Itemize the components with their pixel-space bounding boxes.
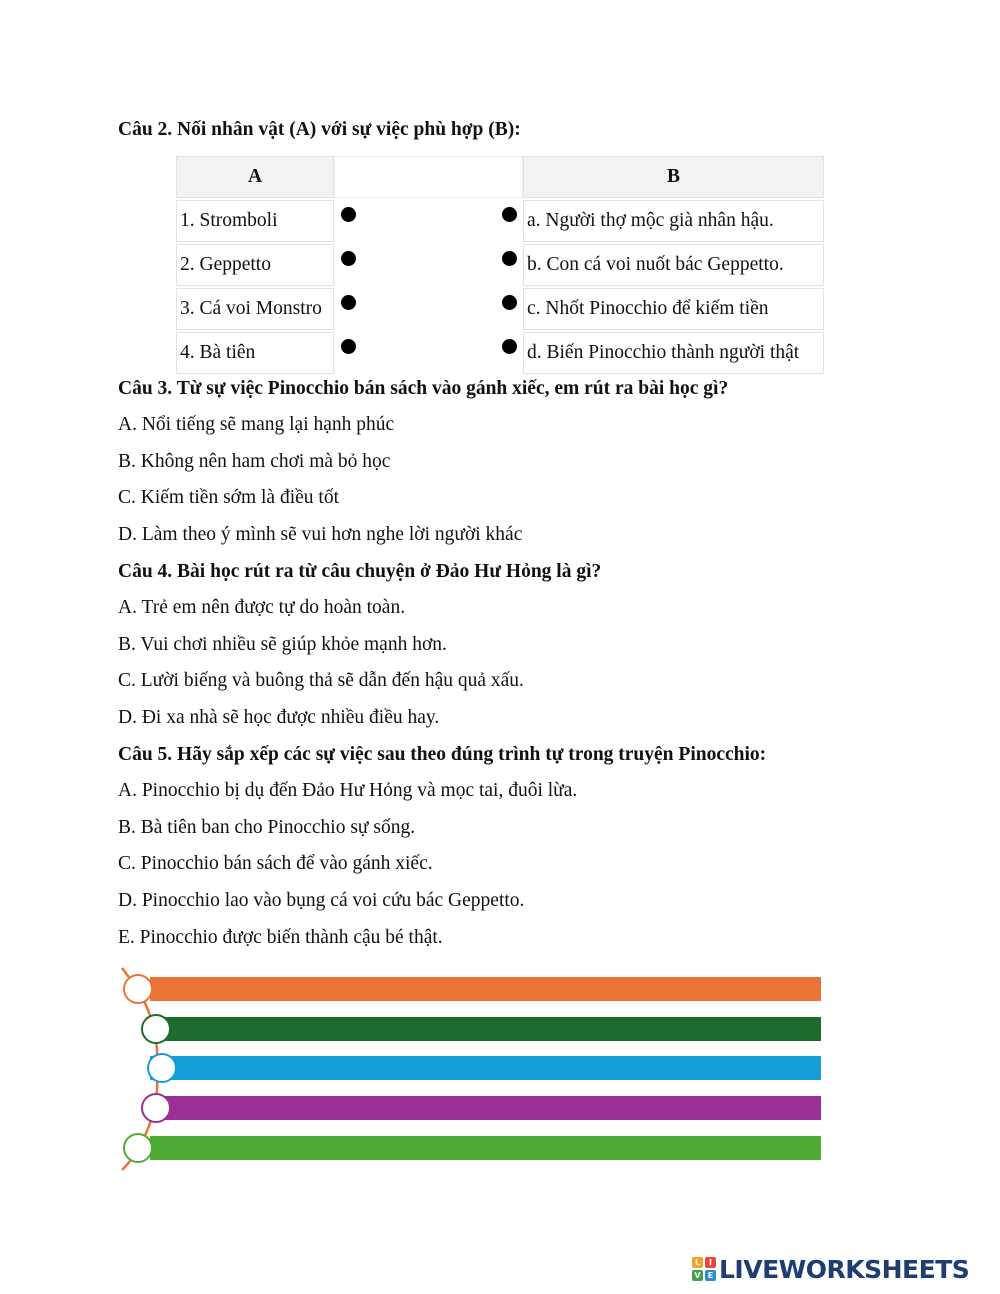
q3-option-a: A. Nổi tiếng sẽ mang lại hạnh phúc bbox=[118, 414, 395, 435]
match-dot-right-c[interactable] bbox=[502, 295, 517, 310]
answer-slot-circle-3[interactable] bbox=[147, 1053, 177, 1083]
column-b-header: B bbox=[523, 156, 824, 198]
answer-slot-circle-5[interactable] bbox=[123, 1133, 153, 1163]
item-a-4: 4. Bà tiên bbox=[176, 332, 334, 374]
logo-text: LIVEWORKSHEETS bbox=[719, 1254, 970, 1284]
q4-title: Câu 4. Bài học rút ra từ câu chuyện ở Đảo Hư Hỏng là gì? bbox=[118, 561, 602, 582]
q3-option-b: B. Không nên ham chơi mà bỏ học bbox=[118, 451, 391, 472]
match-dot-left-3[interactable] bbox=[341, 295, 356, 310]
answer-bar-2[interactable] bbox=[150, 1017, 821, 1041]
q5-event-a: A. Pinocchio bị dụ đến Đảo Hư Hỏng và mọc tai, đuôi lừa. bbox=[118, 780, 578, 801]
answer-bar-5[interactable] bbox=[150, 1136, 821, 1160]
q4-option-a: A. Trẻ em nên được tự do hoàn toàn. bbox=[118, 597, 406, 618]
q4-option-d: D. Đi xa nhà sẽ học được nhiều điều hay. bbox=[118, 707, 440, 728]
connector-header bbox=[334, 156, 523, 198]
answer-bar-1[interactable] bbox=[150, 977, 821, 1001]
q5-event-c: C. Pinocchio bán sách để vào gánh xiếc. bbox=[118, 853, 433, 874]
column-a-header: A bbox=[176, 156, 334, 198]
q5-title: Câu 5. Hãy sắp xếp các sự việc sau theo đúng trình tự trong truyện Pinocchio: bbox=[118, 744, 767, 765]
q5-event-d: D. Pinocchio lao vào bụng cá voi cứu bác Geppetto. bbox=[118, 890, 525, 911]
match-dot-left-4[interactable] bbox=[341, 339, 356, 354]
match-dot-right-b[interactable] bbox=[502, 251, 517, 266]
liveworksheets-logo bbox=[692, 1254, 969, 1284]
q4-option-b: B. Vui chơi nhiều sẽ giúp khỏe mạnh hơn. bbox=[118, 634, 447, 655]
q3-title: Câu 3. Từ sự việc Pinocchio bán sách vào gánh xiếc, em rút ra bài học gì? bbox=[118, 378, 729, 399]
answer-slot-circle-4[interactable] bbox=[141, 1093, 171, 1123]
logo-mark-icon: L I V E bbox=[692, 1257, 716, 1281]
q5-event-e: E. Pinocchio được biến thành cậu bé thật. bbox=[118, 927, 443, 948]
q3-option-c: C. Kiếm tiền sớm là điều tốt bbox=[118, 487, 339, 508]
match-dot-right-d[interactable] bbox=[502, 339, 517, 354]
item-a-1: 1. Stromboli bbox=[176, 200, 334, 242]
item-a-2: 2. Geppetto bbox=[176, 244, 334, 286]
q5-event-b: B. Bà tiên ban cho Pinocchio sự sống. bbox=[118, 817, 416, 838]
answer-slot-circle-1[interactable] bbox=[123, 974, 153, 1004]
answer-slot-circle-2[interactable] bbox=[141, 1014, 171, 1044]
match-dot-left-1[interactable] bbox=[341, 207, 356, 222]
q2-title: Câu 2. Nối nhân vật (A) với sự việc phù hợp (B): bbox=[118, 119, 521, 140]
q3-option-d: D. Làm theo ý mình sẽ vui hơn nghe lời người khác bbox=[118, 524, 523, 545]
item-b-d: d. Biến Pinocchio thành người thật bbox=[523, 332, 824, 374]
q4-option-c: C. Lười biếng và buông thả sẽ dẫn đến hậu quả xấu. bbox=[118, 670, 524, 691]
item-a-3: 3. Cá voi Monstro bbox=[176, 288, 334, 330]
item-b-b: b. Con cá voi nuốt bác Geppetto. bbox=[523, 244, 824, 286]
match-dot-left-2[interactable] bbox=[341, 251, 356, 266]
item-b-a: a. Người thợ mộc già nhân hậu. bbox=[523, 200, 824, 242]
answer-bar-4[interactable] bbox=[150, 1096, 821, 1120]
match-dot-right-a[interactable] bbox=[502, 207, 517, 222]
item-b-c: c. Nhốt Pinocchio để kiếm tiền bbox=[523, 288, 824, 330]
answer-bar-3[interactable] bbox=[150, 1056, 821, 1080]
